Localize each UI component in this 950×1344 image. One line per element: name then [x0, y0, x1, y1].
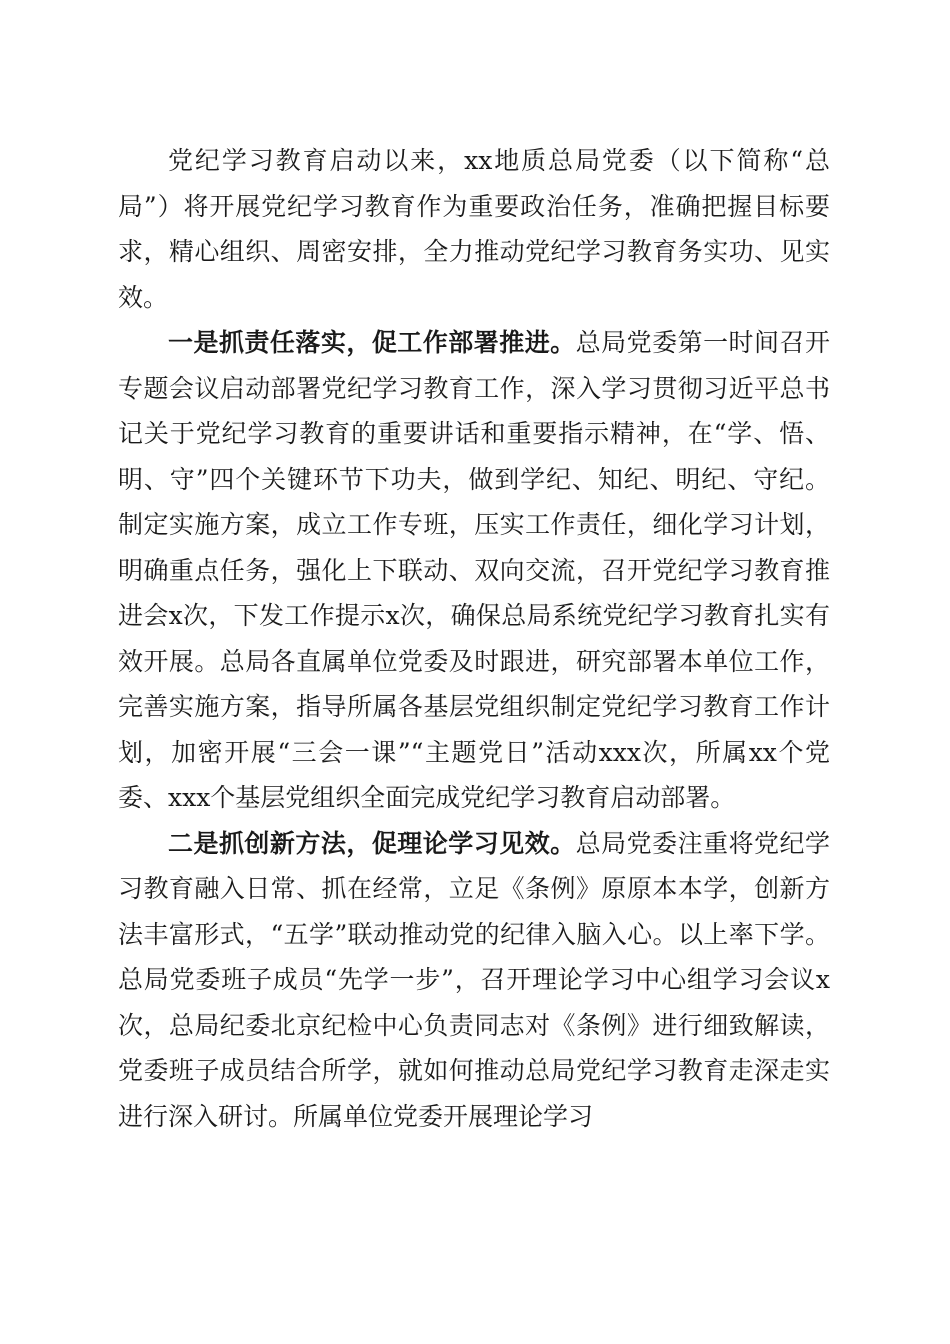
- paragraph-lead: 二是抓创新方法，促理论学习见效。: [168, 828, 576, 858]
- document-body: [118, 138, 830, 1139]
- paragraph-text: 党纪学习教育启动以来，xx地质总局党委（以下简称“总局”）将开展党纪学习教育作为重要政治任务，准确把握目标要求，精心组织、周密安排，全力推动党纪学习教育务实功、见实效。: [118, 146, 830, 312]
- paragraph-innovation: [118, 821, 830, 1140]
- paragraph-text: 总局党委第一时间召开专题会议启动部署党纪学习教育工作，深入学习贯彻习近平总书记关于党纪学习教育的重要讲话和重要指示精神，在“学、悟、明、守”四个关键环节下功夫，做到学纪、知纪、明纪、守纪。制定实施方案，成立工作专班，压实工作责任，细化学习计划，明确重点任务，强化上下联动、双向交流，召开党纪学习教育推进会x次，下发工作提示x次，确保总局系统党纪学习教育扎实有效开展。总局各直属单位党委及时跟进，研究部署本单位工作，完善实施方案，指导所属各基层党组织制定党纪学习教育工作计划，加密开展“三会一课”“主题党日”活动xxx次，所属xx个党委、xxx个基层党组织全面完成党纪学习教育启动部署。: [118, 328, 830, 812]
- paragraph-lead: 一是抓责任落实，促工作部署推进。: [168, 328, 576, 357]
- paragraph-responsibility: [118, 320, 830, 821]
- paragraph-intro: [118, 138, 830, 320]
- paragraph-text: 总局党委注重将党纪学习教育融入日常、抓在经常，立足《条例》原原本本学，创新方法丰富形式，“五学”联动推动党的纪律入脑入心。以上率下学。总局党委班子成员“先学一步”，召开理论学习中心组学习会议x次，总局纪委北京纪检中心负责同志对《条例》进行细致解读，党委班子成员结合所学，就如何推动总局党纪学习教育走深走实进行深入研讨。所属单位党委开展理论学习: [118, 828, 830, 1131]
